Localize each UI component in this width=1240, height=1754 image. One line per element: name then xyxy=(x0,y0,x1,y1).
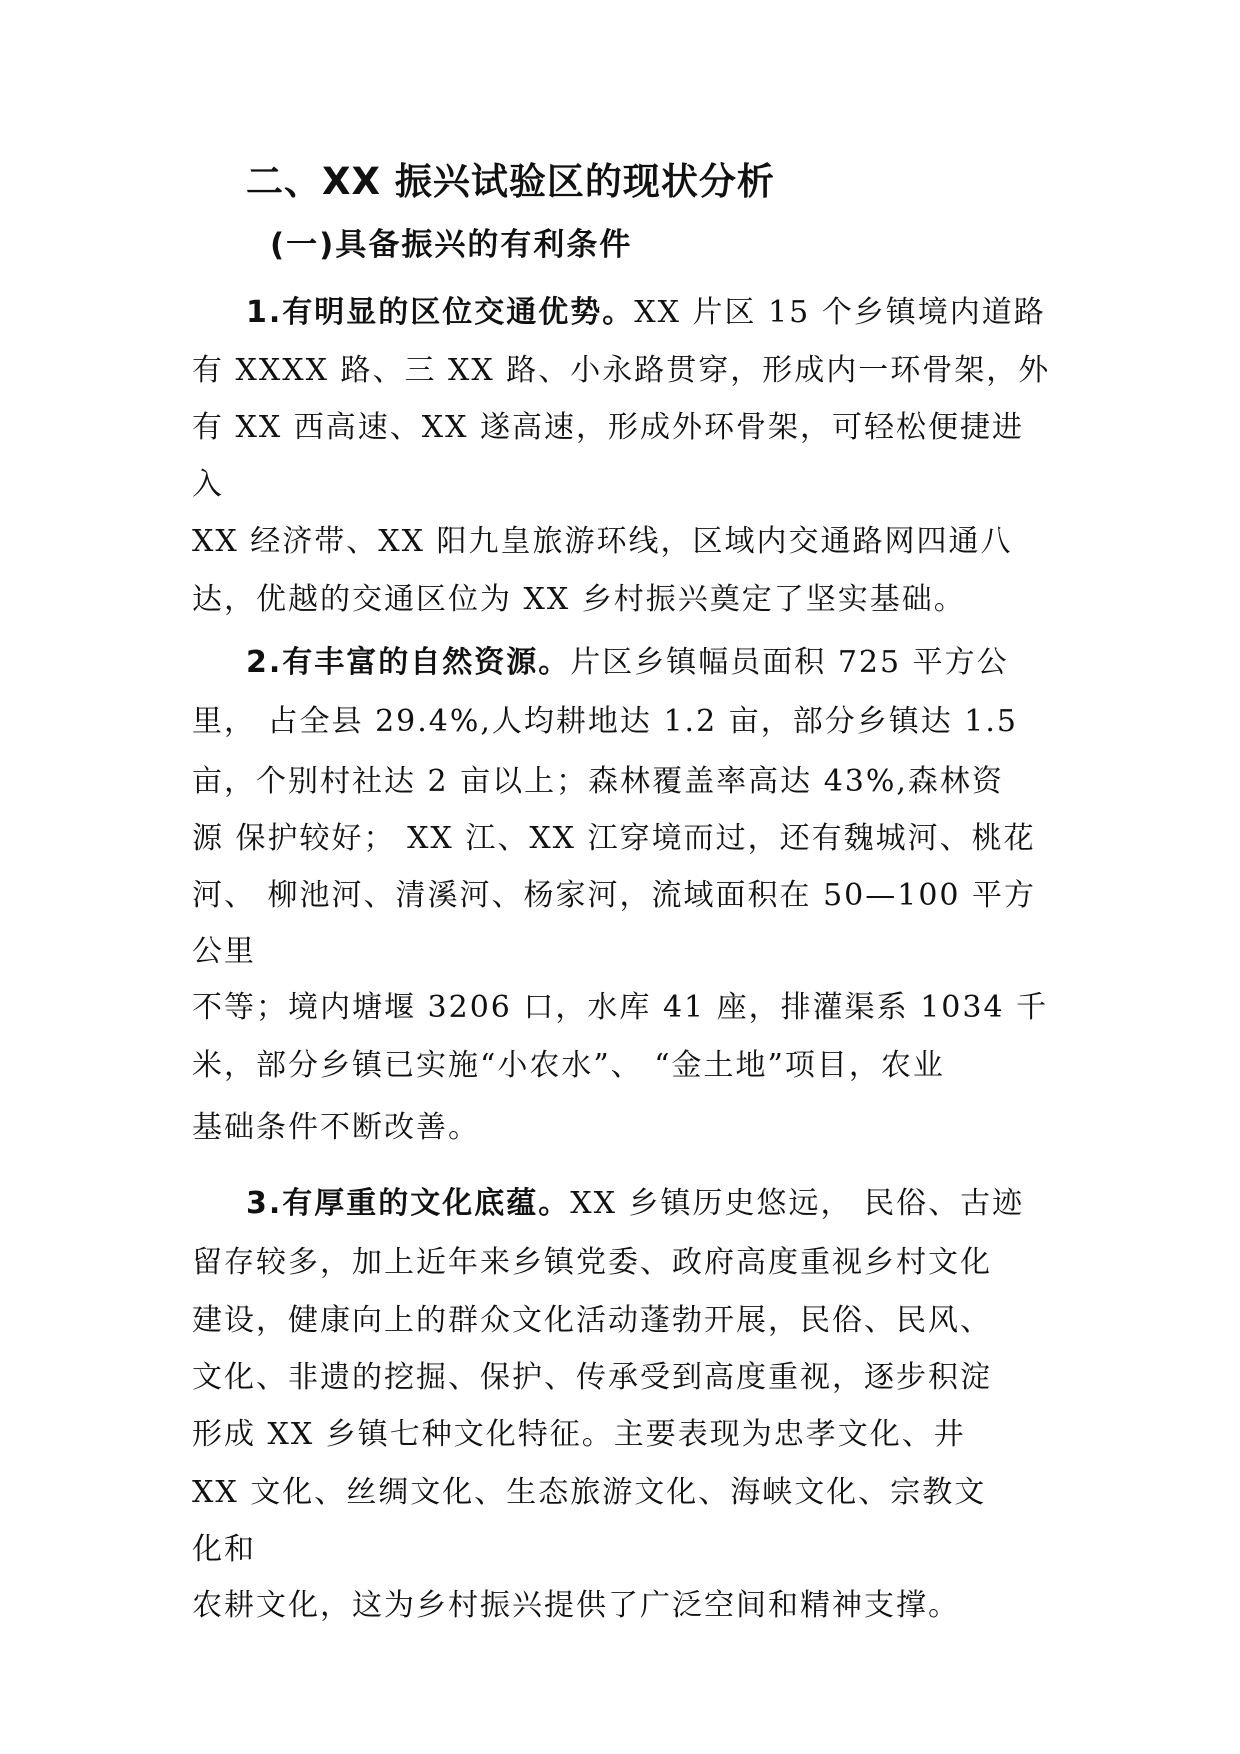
paragraph-2-line-8: 米，部分乡镇已实施“小农水”、 “金土地”项目，农业 xyxy=(192,1048,945,1083)
paragraph-1-line-1: XX 片区 15 个乡镇境内道路 xyxy=(634,295,1046,330)
subsection-heading: (一)具备振兴的有利条件 xyxy=(270,227,633,263)
paragraph-1-line-6: 达，优越的交通区位为 XX 乡村振兴奠定了坚实基础。 xyxy=(192,582,966,617)
paragraph-3-line-7: 化和 xyxy=(192,1532,256,1567)
paragraph-1-line-3: 有 XX 西高速、XX 遂高速，形成外环骨架，可轻松便捷进 xyxy=(192,410,1025,445)
paragraph-2-line-5: 河、 柳池河、清溪河、杨家河，流域面积在 50—100 平方 xyxy=(192,878,1037,913)
paragraph-3-line-6: XX 文化、丝绸文化、生态旅游文化、海峡文化、宗教文 xyxy=(192,1475,987,1510)
paragraph-2-lead: 2.有丰富的自然资源。 xyxy=(246,645,571,680)
section-heading: 二、XX 振兴试验区的现状分析 xyxy=(246,160,775,203)
paragraph-3-line-2: 留存较多，加上近年来乡镇党委、政府高度重视乡村文化 xyxy=(192,1245,992,1280)
paragraph-1-lead: 1.有明显的区位交通优势。 xyxy=(246,295,635,330)
paragraph-1-line-4: 入 xyxy=(192,467,224,502)
paragraph-2-line-2: 里， 占全县 29.4%,人均耕地达 1.2 亩，部分乡镇达 1.5 xyxy=(192,704,1018,739)
paragraph-2-line-9: 基础条件不断改善。 xyxy=(192,1110,480,1145)
paragraph-2-line-3: 亩，个别村社达 2 亩以上；森林覆盖率高达 43%,森林资 xyxy=(192,764,1004,799)
paragraph-2-line-1: 片区乡镇幅员面积 725 平方公 xyxy=(570,645,1009,680)
paragraph-3-line-5: 形成 XX 乡镇七种文化特征。主要表现为忠孝文化、井 xyxy=(192,1417,966,1452)
paragraph-1-line-5: XX 经济带、XX 阳九皇旅游环线，区域内交通路网四通八 xyxy=(192,524,1013,559)
paragraph-3-line-1: XX 乡镇历史悠远， 民俗、古迹 xyxy=(570,1186,1025,1221)
paragraph-2-line-4: 源 保护较好； XX 江、XX 江穿境而过，还有魏城河、桃花 xyxy=(192,821,1036,856)
paragraph-1-line-2: 有 XXXX 路、三 XX 路、小永路贯穿，形成内一环骨架，外 xyxy=(192,353,1051,388)
paragraph-3-first-line xyxy=(246,1186,1024,1222)
paragraph-2-line-6: 公里 xyxy=(192,934,256,969)
paragraph-3-lead: 3.有厚重的文化底蕴。 xyxy=(246,1186,571,1221)
paragraph-1-first-line xyxy=(246,295,1046,331)
paragraph-3-line-3: 建设，健康向上的群众文化活动蓬勃开展，民俗、民风、 xyxy=(192,1303,992,1338)
paragraph-3-line-4: 文化、非遗的挖掘、保护、传承受到高度重视，逐步积淀 xyxy=(192,1360,992,1395)
paragraph-2-line-7: 不等；境内塘堰 3206 口，水库 41 座，排灌渠系 1034 千 xyxy=(192,990,1049,1025)
paragraph-2-first-line xyxy=(246,645,1009,681)
paragraph-3-line-8: 农耕文化，这为乡村振兴提供了广泛空间和精神支撑。 xyxy=(192,1588,960,1623)
